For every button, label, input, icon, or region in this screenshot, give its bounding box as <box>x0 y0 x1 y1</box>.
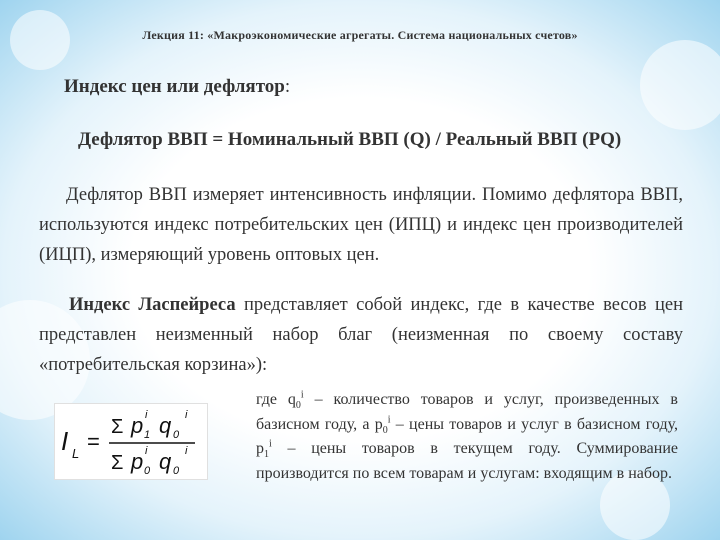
laspeyres-paragraph <box>39 290 683 380</box>
note-superscript: i <box>300 389 304 401</box>
laspeyres-description: представляет собой индекс, где в качестве весов цен представлен неизменный набор благ (неизменная по своему составу «потребительская корзина»): <box>39 295 683 375</box>
denominator-p-sup: i <box>145 445 148 457</box>
denominator-sum: Σ <box>111 452 124 474</box>
numerator-p: p <box>131 413 144 438</box>
numerator-q-sub: 0 <box>173 429 180 441</box>
background-bokeh <box>640 40 720 130</box>
formula-lhs: I <box>61 426 69 456</box>
numerator-q-sup: i <box>185 409 188 421</box>
section-heading <box>64 76 290 98</box>
denominator-q-sub: 0 <box>173 465 180 477</box>
numerator-p-sub: 1 <box>144 429 151 441</box>
section-heading-colon: : <box>284 76 291 97</box>
laspeyres-formula <box>54 403 208 480</box>
denominator-q: q <box>159 449 172 474</box>
denominator-q-sup: i <box>185 445 188 457</box>
note-superscript: i <box>387 414 391 426</box>
note-subscript: 0 <box>295 400 301 412</box>
denominator-p: p <box>131 449 144 474</box>
formula-lhs-sub: L <box>72 446 80 461</box>
note-subscript: 0 <box>382 424 388 436</box>
denominator-p-sub: 0 <box>144 465 151 477</box>
numerator-sum: Σ <box>111 416 124 438</box>
formula-equals: = <box>87 429 100 454</box>
note-text: где q <box>256 391 296 408</box>
note-text: – количество товаров и услуг, произведенных в базисном году, а p <box>256 391 678 433</box>
note-text: – цены товаров и услуг в базисном году, p <box>256 415 679 457</box>
lecture-header: Лекция 11: «Макроэкономические агрегаты. Система национальных счетов» <box>142 28 578 42</box>
deflator-paragraph: Дефлятор ВВП измеряет интенсивность инфляции. Помимо дефлятора ВВП, используются индекс потребительских цен (ИПЦ) и индекс цен производителей (ИЦП), измеряющий уровень оптовых цен. <box>39 185 683 265</box>
note-text: – цены товаров в текущем году. Суммирование производится по всем товарам и услугам: входящим в набор. <box>256 440 678 482</box>
gdp-deflator-formula: Дефлятор ВВП = Номинальный ВВП (Q) / Реальный ВВП (PQ) <box>78 129 622 150</box>
numerator-q: q <box>159 413 172 438</box>
note-superscript: i <box>269 438 272 450</box>
note-subscript: 1 <box>264 449 269 461</box>
numerator-p-sup: i <box>145 409 148 421</box>
formula-explanation <box>256 388 678 486</box>
laspeyres-term: Индекс Ласпейреса <box>69 295 236 315</box>
section-heading-text: Индекс цен или дефлятор <box>64 76 285 97</box>
